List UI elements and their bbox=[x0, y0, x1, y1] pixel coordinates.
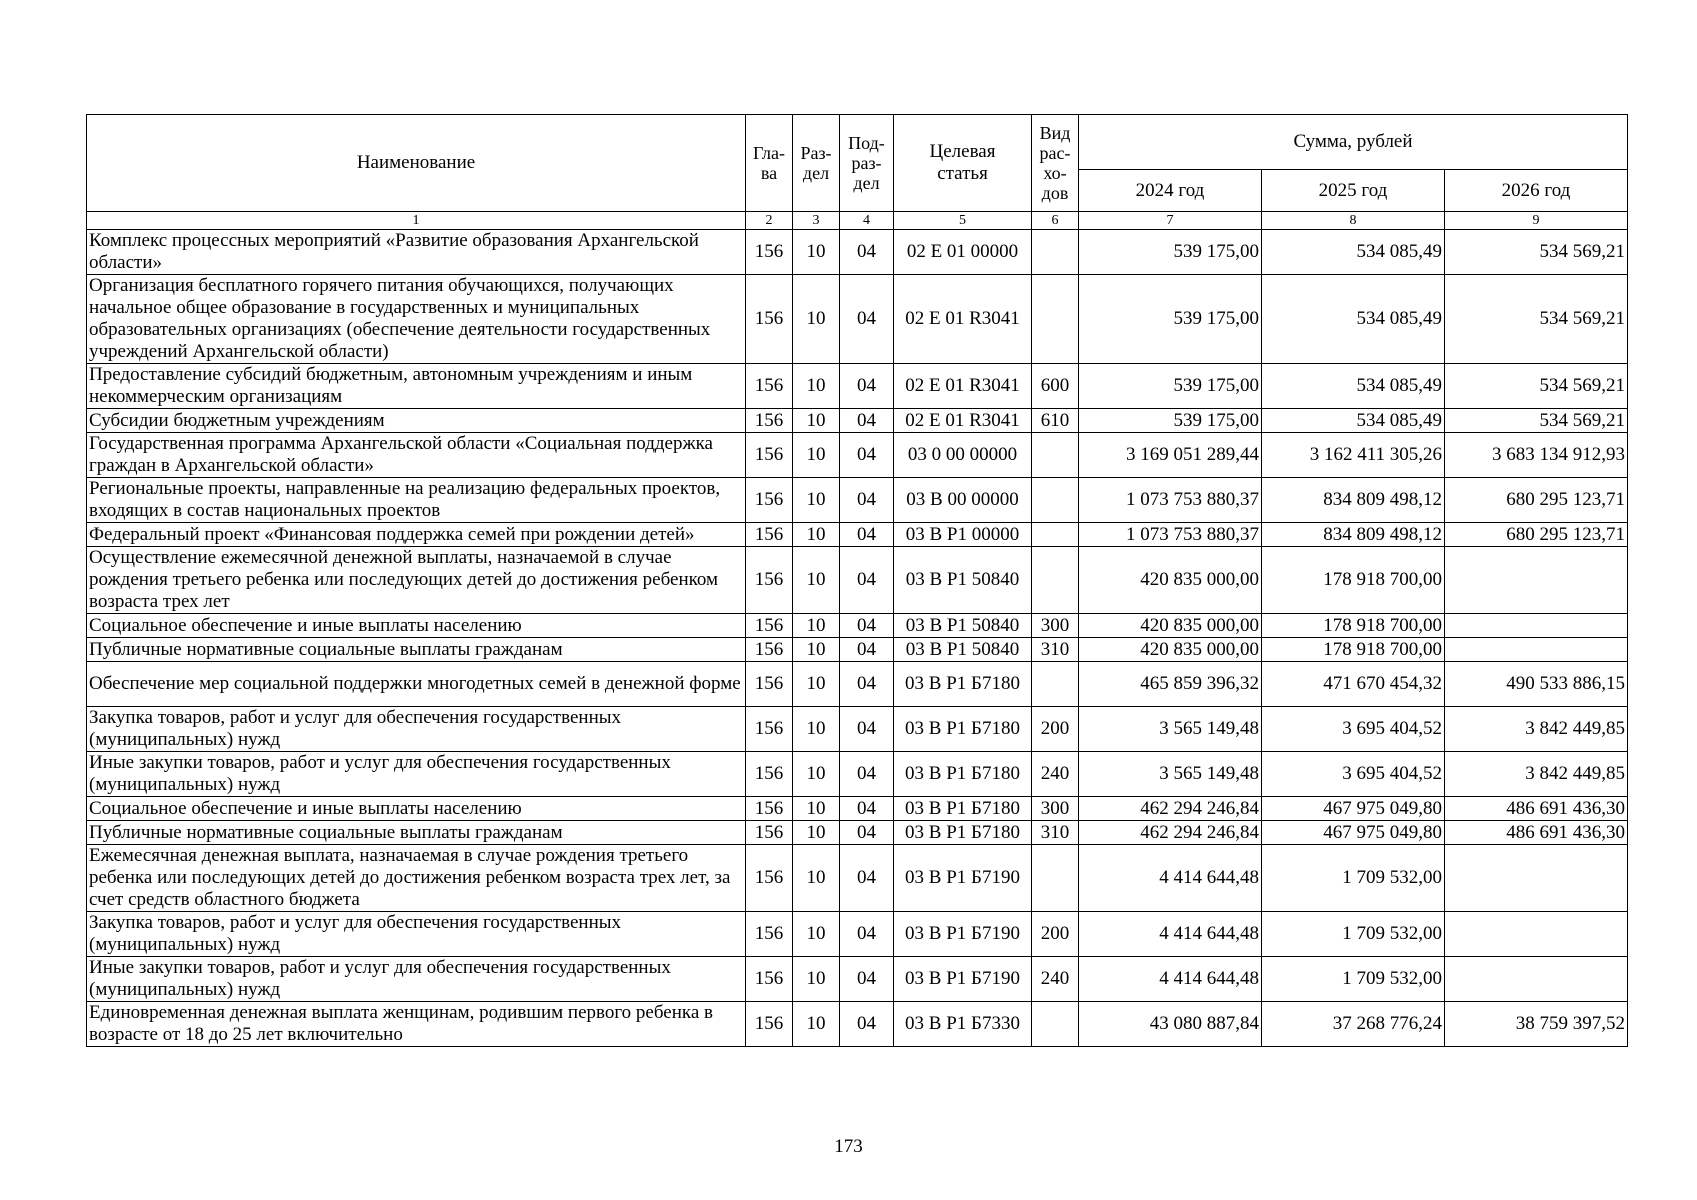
column-number: 9 bbox=[1445, 212, 1628, 230]
row-razdel: 10 bbox=[793, 433, 840, 478]
header-year-2026: 2026 год bbox=[1445, 170, 1628, 212]
header-name-label: Наименование bbox=[356, 152, 476, 173]
row-glava: 156 bbox=[746, 523, 793, 547]
table-row bbox=[87, 230, 1628, 275]
row-vid: 240 bbox=[1032, 752, 1079, 797]
row-razdel: 10 bbox=[793, 821, 840, 845]
row-amount-2024: 3 565 149,48 bbox=[1079, 707, 1262, 752]
header-celevaya bbox=[894, 115, 1032, 212]
table-row bbox=[87, 707, 1628, 752]
row-celevaya: 03 В Р1 50840 bbox=[894, 638, 1032, 662]
row-glava: 156 bbox=[746, 662, 793, 707]
row-name: Закупка товаров, работ и услуг для обеспечения государственных (муниципальных) нужд bbox=[87, 707, 746, 752]
table-row bbox=[87, 957, 1628, 1002]
row-amount-2026: 3 842 449,85 bbox=[1445, 752, 1628, 797]
header-year-2024: 2024 год bbox=[1079, 170, 1262, 212]
row-celevaya: 02 Е 01 R3041 bbox=[894, 275, 1032, 364]
row-name: Предоставление субсидий бюджетным, автономным учреждениям и иным некоммерческим организациям bbox=[87, 364, 746, 409]
row-amount-2026 bbox=[1445, 957, 1628, 1002]
row-vid bbox=[1032, 662, 1079, 707]
table-row bbox=[87, 364, 1628, 409]
row-name: Субсидии бюджетным учреждениям bbox=[87, 409, 746, 433]
row-amount-2025: 467 975 049,80 bbox=[1262, 821, 1445, 845]
table-row bbox=[87, 912, 1628, 957]
row-celevaya: 02 Е 01 R3041 bbox=[894, 364, 1032, 409]
row-amount-2024: 539 175,00 bbox=[1079, 230, 1262, 275]
row-glava: 156 bbox=[746, 707, 793, 752]
row-podrazdel: 04 bbox=[840, 638, 894, 662]
row-amount-2025: 834 809 498,12 bbox=[1262, 523, 1445, 547]
row-amount-2026: 534 569,21 bbox=[1445, 364, 1628, 409]
row-razdel: 10 bbox=[793, 638, 840, 662]
row-amount-2024: 539 175,00 bbox=[1079, 409, 1262, 433]
table-row bbox=[87, 752, 1628, 797]
row-glava: 156 bbox=[746, 547, 793, 614]
row-podrazdel: 04 bbox=[840, 662, 894, 707]
row-celevaya: 03 В 00 00000 bbox=[894, 478, 1032, 523]
header-podrazdel-line: раз- bbox=[851, 153, 882, 173]
header-name bbox=[87, 115, 746, 212]
row-amount-2026: 534 569,21 bbox=[1445, 230, 1628, 275]
table-row bbox=[87, 797, 1628, 821]
header-celevaya-line: Целевая bbox=[929, 141, 996, 162]
row-vid: 200 bbox=[1032, 912, 1079, 957]
row-amount-2024: 1 073 753 880,37 bbox=[1079, 478, 1262, 523]
row-amount-2026 bbox=[1445, 912, 1628, 957]
header-glava bbox=[746, 115, 793, 212]
row-podrazdel: 04 bbox=[840, 797, 894, 821]
row-podrazdel: 04 bbox=[840, 547, 894, 614]
row-razdel: 10 bbox=[793, 614, 840, 638]
row-celevaya: 03 0 00 00000 bbox=[894, 433, 1032, 478]
row-celevaya: 03 В Р1 Б7190 bbox=[894, 957, 1032, 1002]
row-amount-2026: 680 295 123,71 bbox=[1445, 523, 1628, 547]
row-amount-2026: 3 683 134 912,93 bbox=[1445, 433, 1628, 478]
row-vid: 240 bbox=[1032, 957, 1079, 1002]
header-celevaya-line: статья bbox=[937, 163, 988, 184]
row-amount-2026 bbox=[1445, 845, 1628, 912]
row-glava: 156 bbox=[746, 1002, 793, 1047]
row-podrazdel: 04 bbox=[840, 433, 894, 478]
row-name: Обеспечение мер социальной поддержки многодетных семей в денежной форме bbox=[87, 662, 746, 707]
row-vid: 600 bbox=[1032, 364, 1079, 409]
row-amount-2024: 539 175,00 bbox=[1079, 364, 1262, 409]
row-razdel: 10 bbox=[793, 845, 840, 912]
row-razdel: 10 bbox=[793, 409, 840, 433]
row-amount-2026 bbox=[1445, 614, 1628, 638]
row-amount-2025: 534 085,49 bbox=[1262, 230, 1445, 275]
row-amount-2024: 420 835 000,00 bbox=[1079, 547, 1262, 614]
row-celevaya: 03 В Р1 00000 bbox=[894, 523, 1032, 547]
row-amount-2024: 465 859 396,32 bbox=[1079, 662, 1262, 707]
row-vid: 610 bbox=[1032, 409, 1079, 433]
column-number: 4 bbox=[840, 212, 894, 230]
row-amount-2025: 178 918 700,00 bbox=[1262, 638, 1445, 662]
row-glava: 156 bbox=[746, 433, 793, 478]
header-vid-line: рас- bbox=[1039, 143, 1071, 163]
row-celevaya: 03 В Р1 Б7180 bbox=[894, 752, 1032, 797]
row-amount-2025: 178 918 700,00 bbox=[1262, 547, 1445, 614]
row-podrazdel: 04 bbox=[840, 230, 894, 275]
header-vid-line: Вид bbox=[1039, 123, 1071, 143]
header-year-2025: 2025 год bbox=[1262, 170, 1445, 212]
row-name: Региональные проекты, направленные на реализацию федеральных проектов, входящих в состав национальных проектов bbox=[87, 478, 746, 523]
row-name: Комплекс процессных мероприятий «Развитие образования Архангельской области» bbox=[87, 230, 746, 275]
row-glava: 156 bbox=[746, 845, 793, 912]
row-celevaya: 03 В Р1 Б7180 bbox=[894, 797, 1032, 821]
row-amount-2026: 486 691 436,30 bbox=[1445, 821, 1628, 845]
row-vid: 300 bbox=[1032, 797, 1079, 821]
row-razdel: 10 bbox=[793, 957, 840, 1002]
row-celevaya: 02 Е 01 00000 bbox=[894, 230, 1032, 275]
row-glava: 156 bbox=[746, 821, 793, 845]
row-name: Публичные нормативные социальные выплаты гражданам bbox=[87, 821, 746, 845]
row-podrazdel: 04 bbox=[840, 523, 894, 547]
row-podrazdel: 04 bbox=[840, 364, 894, 409]
table-row bbox=[87, 662, 1628, 707]
row-name: Иные закупки товаров, работ и услуг для обеспечения государственных (муниципальных) нужд bbox=[87, 752, 746, 797]
row-amount-2025: 1 709 532,00 bbox=[1262, 845, 1445, 912]
column-number-row bbox=[87, 212, 1628, 230]
row-vid bbox=[1032, 523, 1079, 547]
row-name: Социальное обеспечение и иные выплаты населению bbox=[87, 614, 746, 638]
row-glava: 156 bbox=[746, 275, 793, 364]
row-podrazdel: 04 bbox=[840, 912, 894, 957]
row-razdel: 10 bbox=[793, 662, 840, 707]
header-vid-line: дов bbox=[1041, 183, 1069, 203]
row-razdel: 10 bbox=[793, 797, 840, 821]
row-celevaya: 02 Е 01 R3041 bbox=[894, 409, 1032, 433]
column-number: 1 bbox=[87, 212, 746, 230]
row-amount-2025: 3 695 404,52 bbox=[1262, 707, 1445, 752]
header-podrazdel-line: дел bbox=[853, 173, 880, 193]
row-amount-2026: 680 295 123,71 bbox=[1445, 478, 1628, 523]
row-amount-2024: 462 294 246,84 bbox=[1079, 821, 1262, 845]
row-amount-2025: 534 085,49 bbox=[1262, 275, 1445, 364]
row-podrazdel: 04 bbox=[840, 275, 894, 364]
row-name: Публичные нормативные социальные выплаты гражданам bbox=[87, 638, 746, 662]
row-celevaya: 03 В Р1 Б7180 bbox=[894, 707, 1032, 752]
column-number: 2 bbox=[746, 212, 793, 230]
row-name: Закупка товаров, работ и услуг для обеспечения государственных (муниципальных) нужд bbox=[87, 912, 746, 957]
row-amount-2024: 539 175,00 bbox=[1079, 275, 1262, 364]
table-row bbox=[87, 275, 1628, 364]
header-razdel-line: дел bbox=[802, 163, 830, 183]
row-amount-2025: 534 085,49 bbox=[1262, 409, 1445, 433]
row-name: Единовременная денежная выплата женщинам, родившим первого ребенка в возрасте от 18 до 25 лет включительно bbox=[87, 1002, 746, 1047]
header-podrazdel bbox=[840, 115, 894, 212]
row-amount-2026: 490 533 886,15 bbox=[1445, 662, 1628, 707]
table-row bbox=[87, 433, 1628, 478]
row-name: Государственная программа Архангельской области «Социальная поддержка граждан в Архангельской области» bbox=[87, 433, 746, 478]
table-row bbox=[87, 821, 1628, 845]
row-amount-2025: 834 809 498,12 bbox=[1262, 478, 1445, 523]
table-row bbox=[87, 547, 1628, 614]
row-amount-2024: 3 565 149,48 bbox=[1079, 752, 1262, 797]
header-vid-line: хо- bbox=[1043, 163, 1067, 183]
row-vid: 310 bbox=[1032, 638, 1079, 662]
row-vid: 300 bbox=[1032, 614, 1079, 638]
row-amount-2024: 420 835 000,00 bbox=[1079, 638, 1262, 662]
column-number: 8 bbox=[1262, 212, 1445, 230]
row-amount-2026 bbox=[1445, 547, 1628, 614]
row-amount-2025: 534 085,49 bbox=[1262, 364, 1445, 409]
row-vid: 310 bbox=[1032, 821, 1079, 845]
row-amount-2025: 1 709 532,00 bbox=[1262, 912, 1445, 957]
row-amount-2025: 467 975 049,80 bbox=[1262, 797, 1445, 821]
row-glava: 156 bbox=[746, 614, 793, 638]
row-glava: 156 bbox=[746, 409, 793, 433]
row-amount-2025: 1 709 532,00 bbox=[1262, 957, 1445, 1002]
row-glava: 156 bbox=[746, 230, 793, 275]
table-body bbox=[87, 230, 1628, 1047]
table-row bbox=[87, 1002, 1628, 1047]
row-amount-2026 bbox=[1445, 638, 1628, 662]
row-vid bbox=[1032, 275, 1079, 364]
row-glava: 156 bbox=[746, 638, 793, 662]
row-vid bbox=[1032, 1002, 1079, 1047]
column-number: 7 bbox=[1079, 212, 1262, 230]
row-vid bbox=[1032, 845, 1079, 912]
row-vid bbox=[1032, 230, 1079, 275]
row-amount-2024: 1 073 753 880,37 bbox=[1079, 523, 1262, 547]
column-number: 3 bbox=[793, 212, 840, 230]
row-vid bbox=[1032, 433, 1079, 478]
row-amount-2026: 534 569,21 bbox=[1445, 275, 1628, 364]
header-summa-label: Сумма, рублей bbox=[1293, 131, 1413, 152]
row-amount-2024: 420 835 000,00 bbox=[1079, 614, 1262, 638]
row-podrazdel: 04 bbox=[840, 821, 894, 845]
row-podrazdel: 04 bbox=[840, 478, 894, 523]
budget-table bbox=[86, 114, 1628, 1047]
table-row bbox=[87, 478, 1628, 523]
row-name: Иные закупки товаров, работ и услуг для обеспечения государственных (муниципальных) нужд bbox=[87, 957, 746, 1002]
row-amount-2024: 4 414 644,48 bbox=[1079, 912, 1262, 957]
row-podrazdel: 04 bbox=[840, 957, 894, 1002]
column-number: 5 bbox=[894, 212, 1032, 230]
row-glava: 156 bbox=[746, 478, 793, 523]
row-razdel: 10 bbox=[793, 478, 840, 523]
row-amount-2026: 486 691 436,30 bbox=[1445, 797, 1628, 821]
page-number: 173 bbox=[834, 1136, 863, 1157]
header-summa bbox=[1079, 115, 1628, 170]
row-glava: 156 bbox=[746, 752, 793, 797]
row-razdel: 10 bbox=[793, 275, 840, 364]
header-glava-line: ва bbox=[760, 163, 778, 183]
row-vid: 200 bbox=[1032, 707, 1079, 752]
row-name: Организация бесплатного горячего питания обучающихся, получающих начальное общее образование в государственных и муниципальных образовательных организациях (обеспечение деятельности государственных учреждений Архангельской области) bbox=[87, 275, 746, 364]
row-celevaya: 03 В Р1 50840 bbox=[894, 614, 1032, 638]
table-row bbox=[87, 614, 1628, 638]
row-amount-2024: 462 294 246,84 bbox=[1079, 797, 1262, 821]
table-row bbox=[87, 409, 1628, 433]
table-row bbox=[87, 845, 1628, 912]
row-amount-2025: 3 695 404,52 bbox=[1262, 752, 1445, 797]
row-razdel: 10 bbox=[793, 707, 840, 752]
row-razdel: 10 bbox=[793, 752, 840, 797]
row-amount-2024: 4 414 644,48 bbox=[1079, 957, 1262, 1002]
row-vid bbox=[1032, 547, 1079, 614]
row-celevaya: 03 В Р1 Б7190 bbox=[894, 845, 1032, 912]
row-glava: 156 bbox=[746, 912, 793, 957]
header-razdel bbox=[793, 115, 840, 212]
row-name: Осуществление ежемесячной денежной выплаты, назначаемой в случае рождения третьего ребенка или последующих детей до достижения ребенком возраста трех лет bbox=[87, 547, 746, 614]
row-amount-2025: 3 162 411 305,26 bbox=[1262, 433, 1445, 478]
row-vid bbox=[1032, 478, 1079, 523]
column-number: 6 bbox=[1032, 212, 1079, 230]
row-celevaya: 03 В Р1 Б7180 bbox=[894, 662, 1032, 707]
row-podrazdel: 04 bbox=[840, 409, 894, 433]
header-vid bbox=[1032, 115, 1079, 212]
row-razdel: 10 bbox=[793, 230, 840, 275]
row-name: Социальное обеспечение и иные выплаты населению bbox=[87, 797, 746, 821]
row-amount-2024: 4 414 644,48 bbox=[1079, 845, 1262, 912]
header-glava-line: Гла- bbox=[752, 143, 786, 163]
row-celevaya: 03 В Р1 50840 bbox=[894, 547, 1032, 614]
row-amount-2026: 38 759 397,52 bbox=[1445, 1002, 1628, 1047]
row-razdel: 10 bbox=[793, 1002, 840, 1047]
row-razdel: 10 bbox=[793, 523, 840, 547]
row-amount-2025: 471 670 454,32 bbox=[1262, 662, 1445, 707]
row-amount-2026: 3 842 449,85 bbox=[1445, 707, 1628, 752]
row-amount-2024: 3 169 051 289,44 bbox=[1079, 433, 1262, 478]
row-glava: 156 bbox=[746, 797, 793, 821]
row-name: Ежемесячная денежная выплата, назначаемая в случае рождения третьего ребенка или последующих детей до достижения ребенком возраста трех лет, за счет средств областного бюджета bbox=[87, 845, 746, 912]
row-amount-2024: 43 080 887,84 bbox=[1079, 1002, 1262, 1047]
row-razdel: 10 bbox=[793, 364, 840, 409]
table-row bbox=[87, 523, 1628, 547]
table-row bbox=[87, 638, 1628, 662]
row-amount-2025: 178 918 700,00 bbox=[1262, 614, 1445, 638]
header-razdel-line: Раз- bbox=[800, 143, 832, 163]
row-amount-2025: 37 268 776,24 bbox=[1262, 1002, 1445, 1047]
row-podrazdel: 04 bbox=[840, 614, 894, 638]
row-celevaya: 03 В Р1 Б7190 bbox=[894, 912, 1032, 957]
row-podrazdel: 04 bbox=[840, 707, 894, 752]
row-name: Федеральный проект «Финансовая поддержка семей при рождении детей» bbox=[87, 523, 746, 547]
row-celevaya: 03 В Р1 Б7330 bbox=[894, 1002, 1032, 1047]
row-glava: 156 bbox=[746, 364, 793, 409]
row-podrazdel: 04 bbox=[840, 1002, 894, 1047]
row-podrazdel: 04 bbox=[840, 845, 894, 912]
row-podrazdel: 04 bbox=[840, 752, 894, 797]
header-podrazdel-line: Под- bbox=[848, 133, 885, 153]
row-glava: 156 bbox=[746, 957, 793, 1002]
row-razdel: 10 bbox=[793, 912, 840, 957]
row-amount-2026: 534 569,21 bbox=[1445, 409, 1628, 433]
row-celevaya: 03 В Р1 Б7180 bbox=[894, 821, 1032, 845]
row-razdel: 10 bbox=[793, 547, 840, 614]
